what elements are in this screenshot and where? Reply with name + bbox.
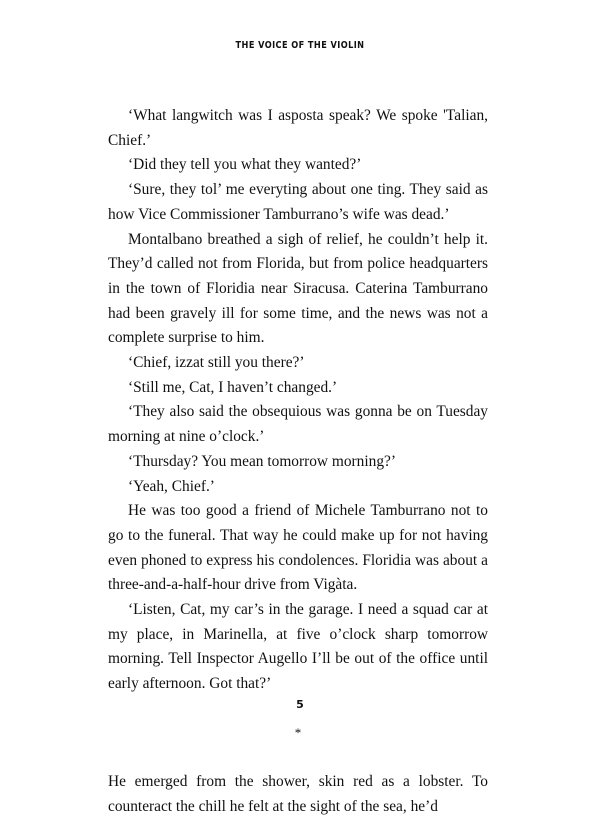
paragraph: ‘They also said the obsequious was gonna be on Tuesday morning at nine o’clock.’ [108, 403, 488, 446]
paragraph: ‘Chief, izzat still you there?’ [128, 354, 305, 372]
paragraph: ‘Listen, Cat, my car’s in the garage. I need a squad car at my place, in Marinella, at five o’clock sharp tomorrow morning. Tell Inspector Augello I’ll be out of the office until early afternoon. Got that?’ [108, 601, 488, 693]
paragraph: Montalbano breathed a sigh of relief, he couldn’t help it. They’d called not from Florida, but from police headquarters in the town of Floridia near Siracusa. Caterina Tamburrano had been gravely ill for some time, and the news was not a complete surprise to him. [108, 230, 488, 347]
paragraph: ‘Did they tell you what they wanted?’ [128, 156, 362, 174]
paragraph: ‘Still me, Cat, I haven’t changed.’ [128, 378, 338, 396]
paragraph: ‘Sure, they tol’ me everyting about one ting. They said as how Vice Commissioner Tamburrano’s wife was dead.’ [108, 181, 488, 223]
paragraph: He emerged from the shower, skin red as a lobster. To counteract the chill he felt at the sight of the sea, he’d [108, 772, 488, 815]
page-number: 5 [296, 698, 304, 711]
body-text [108, 104, 488, 819]
paragraph: ‘Yeah, Chief.’ [128, 477, 215, 495]
running-head: THE VOICE OF THE VIOLIN [235, 40, 365, 51]
section-break: * [294, 724, 302, 740]
paragraph: ‘Thursday? You mean tomorrow morning?’ [128, 452, 397, 470]
paragraph: He was too good a friend of Michele Tamburrano not to go to the funeral. That way he could make up for not having even phoned to express his condolences. Floridia was about a three-and-a-half-hour drive from Vigàta. [108, 502, 488, 594]
paragraph: ‘What langwitch was I asposta speak? We spoke 'Talian, Chief.’ [108, 107, 488, 149]
